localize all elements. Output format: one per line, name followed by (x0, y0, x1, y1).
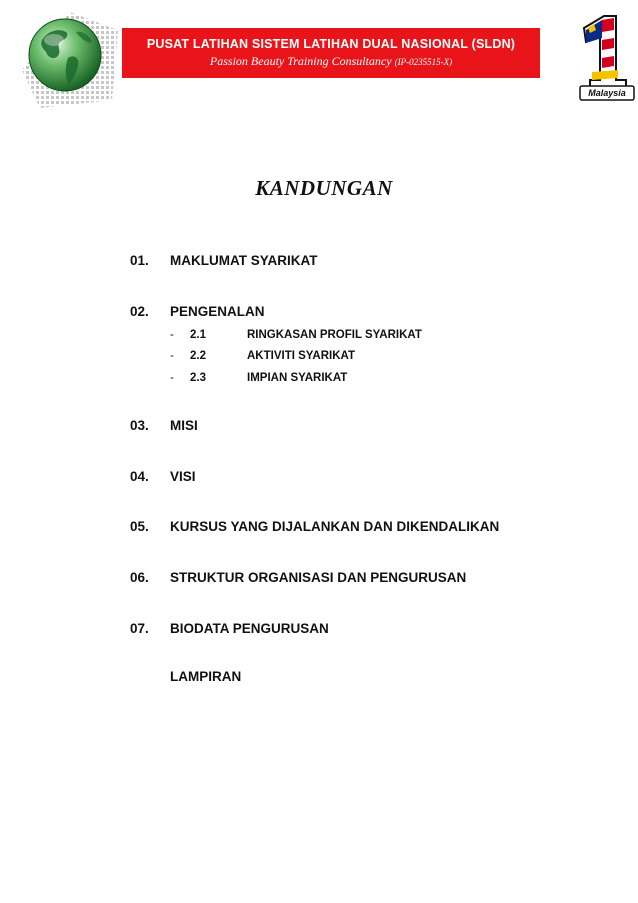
sub-number: 2.1 (190, 329, 206, 341)
toc-number: 01. (130, 253, 149, 268)
toc-number: 07. (130, 621, 149, 636)
banner-registration: (IP-0235515-X) (394, 57, 453, 67)
toc-number: 06. (130, 570, 149, 585)
toc-label: PENGENALAN (170, 304, 265, 319)
sub-dash: - (170, 372, 174, 384)
1malaysia-logo (574, 10, 636, 102)
toc-number: 04. (130, 469, 149, 484)
toc-label: STRUKTUR ORGANISASI DAN PENGURUSAN (170, 570, 467, 585)
sub-number: 2.2 (190, 350, 206, 362)
sub-number: 2.3 (190, 372, 206, 384)
sub-label: IMPIAN SYARIKAT (247, 372, 348, 384)
toc-number: 05. (130, 519, 149, 534)
sub-label: RINGKASAN PROFIL SYARIKAT (247, 329, 422, 341)
header-banner (122, 28, 540, 78)
banner-subtitle (122, 53, 540, 70)
banner-company-name: Passion Beauty Training Consultancy (209, 54, 392, 68)
sub-dash: - (170, 329, 174, 341)
1malaysia-logo-text: Malaysia (588, 88, 626, 98)
globe-logo (20, 10, 120, 110)
toc-label: KURSUS YANG DIJALANKAN DAN DIKENDALIKAN (170, 519, 500, 534)
banner-title: PUSAT LATIHAN SISTEM LATIHAN DUAL NASIONAL (SLDN) (146, 37, 516, 51)
toc-label: BIODATA PENGURUSAN (170, 621, 329, 636)
globe-icon (20, 10, 120, 110)
sub-label: AKTIVITI SYARIKAT (247, 350, 355, 362)
toc-label: LAMPIRAN (170, 669, 242, 684)
toc-number: 03. (130, 418, 149, 433)
toc-label: MAKLUMAT SYARIKAT (170, 253, 318, 268)
toc-label: VISI (170, 469, 196, 484)
sub-dash: - (170, 350, 174, 362)
page-title: KANDUNGAN (255, 176, 393, 200)
toc-label: MISI (170, 418, 198, 433)
toc-number: 02. (130, 304, 149, 319)
